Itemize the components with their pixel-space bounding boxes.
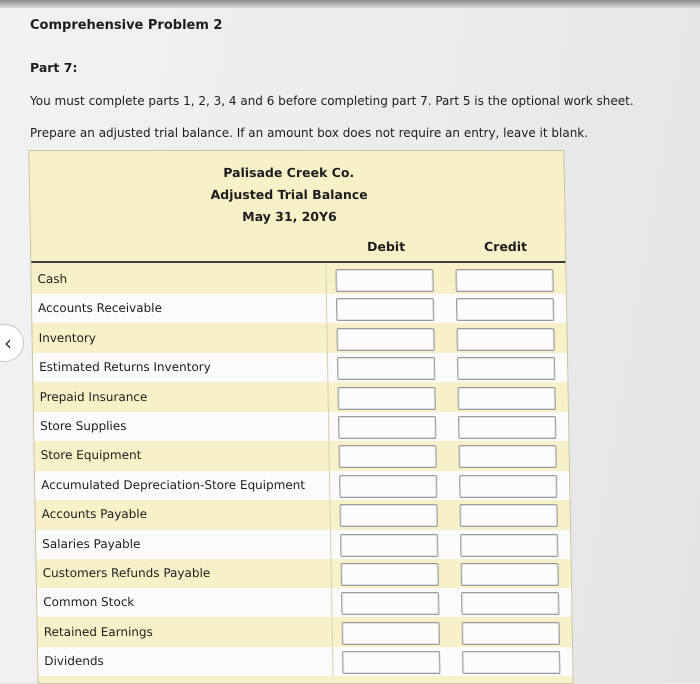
table-row <box>33 353 568 382</box>
table-row <box>32 294 567 323</box>
credit-input[interactable] <box>458 445 556 468</box>
credit-input[interactable] <box>461 563 559 586</box>
credit-input[interactable] <box>457 357 555 380</box>
part-heading: Part 7: <box>30 60 78 75</box>
debit-input[interactable] <box>337 357 435 380</box>
account-cell <box>37 588 333 617</box>
account-name: Store Equipment <box>40 448 142 463</box>
credit-input[interactable] <box>457 387 555 410</box>
debit-input[interactable] <box>341 563 439 586</box>
debit-input[interactable] <box>336 298 434 321</box>
header-rule <box>31 261 565 263</box>
account-name: Accounts Receivable <box>37 301 163 316</box>
account-cell <box>31 265 327 294</box>
credit-input[interactable] <box>462 651 560 674</box>
debit-input[interactable] <box>337 387 435 410</box>
account-name: Store Supplies <box>40 419 127 433</box>
account-cell <box>32 294 328 323</box>
account-cell <box>36 530 332 559</box>
credit-input[interactable] <box>462 622 560 645</box>
debit-column-header: Debit <box>366 239 406 254</box>
debit-input[interactable] <box>338 416 436 439</box>
debit-input[interactable] <box>336 328 434 351</box>
table-row <box>36 559 571 588</box>
table-row <box>35 471 570 500</box>
debit-input[interactable] <box>342 622 440 645</box>
credit-input[interactable] <box>461 592 559 615</box>
debit-input[interactable] <box>340 504 438 527</box>
account-name: Customers Refunds Payable <box>42 566 211 580</box>
account-name: Common Stock <box>43 595 135 610</box>
problem-page <box>0 8 700 682</box>
trial-balance-table <box>28 150 573 684</box>
debit-input[interactable] <box>338 445 436 468</box>
table-row <box>33 383 568 412</box>
account-name: Retained Earnings <box>43 624 153 639</box>
instructions-text: Prepare an adjusted trial balance. If an amount box does not require an entry, leave it blank. <box>30 126 589 140</box>
account-cell <box>38 618 334 647</box>
table-header <box>29 151 565 263</box>
account-cell <box>33 353 329 382</box>
account-name: Salaries Payable <box>42 536 141 551</box>
table-row <box>32 324 567 353</box>
statement-date: May 31, 20Y6 <box>242 209 337 224</box>
company-name: Palisade Creek Co. <box>223 165 355 180</box>
debit-input[interactable] <box>340 534 438 557</box>
credit-column-header: Credit <box>483 239 528 254</box>
account-name: Estimated Returns Inventory <box>39 360 211 375</box>
account-cell <box>34 412 330 441</box>
account-name: Inventory <box>38 330 97 345</box>
account-name: Dividends <box>44 654 104 669</box>
credit-input[interactable] <box>458 416 556 439</box>
table-row <box>36 530 571 559</box>
account-cell <box>38 647 334 676</box>
back-button[interactable] <box>0 324 24 362</box>
statement-name: Adjusted Trial Balance <box>210 187 368 202</box>
table-row <box>34 412 569 441</box>
intro-text: You must complete parts 1, 2, 3, 4 and 6 before completing part 7. Part 5 is the optional work sheet. <box>30 94 634 108</box>
table-row <box>38 618 573 647</box>
table-row <box>31 265 566 294</box>
account-cell <box>35 500 331 529</box>
debit-input[interactable] <box>342 651 440 674</box>
table-row <box>38 647 573 676</box>
debit-input[interactable] <box>335 269 433 292</box>
debit-input[interactable] <box>341 592 439 615</box>
account-cell <box>35 471 331 500</box>
table-row <box>34 441 569 470</box>
problem-title: Comprehensive Problem 2 <box>30 18 223 33</box>
account-cell <box>34 441 330 470</box>
chevron-left-icon: ‹ <box>4 331 12 355</box>
credit-input[interactable] <box>460 534 558 557</box>
table-row <box>37 588 572 617</box>
account-cell <box>32 324 328 353</box>
account-name: Cash <box>37 272 68 286</box>
credit-input[interactable] <box>460 504 558 527</box>
credit-input[interactable] <box>455 269 553 292</box>
table-row <box>35 500 570 529</box>
credit-input[interactable] <box>459 475 557 498</box>
credit-input[interactable] <box>456 328 554 351</box>
account-name: Prepaid Insurance <box>39 389 148 404</box>
debit-input[interactable] <box>339 475 437 498</box>
account-cell <box>36 559 332 588</box>
credit-input[interactable] <box>456 298 554 321</box>
account-name: Accumulated Depreciation-Store Equipment <box>41 477 306 492</box>
account-name: Accounts Payable <box>41 507 148 522</box>
account-cell <box>33 383 329 412</box>
top-edge <box>0 0 700 8</box>
